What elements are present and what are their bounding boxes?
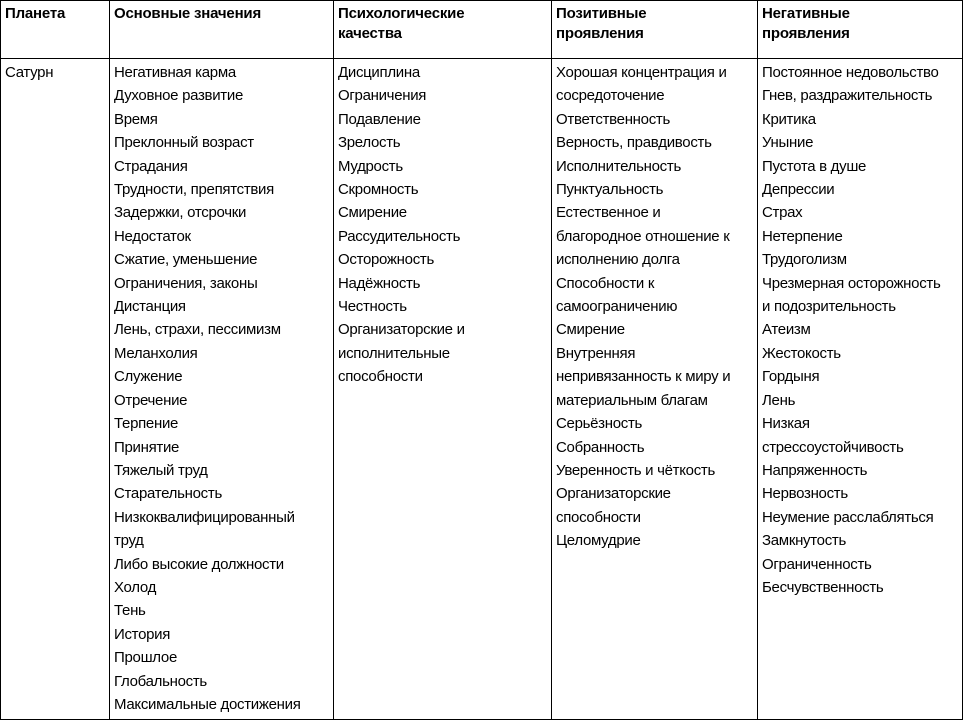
main-meanings-cell <box>114 61 301 716</box>
list-item: Чрезмерная осторожность и подозрительность <box>762 274 941 316</box>
list-item: Честность <box>338 298 407 316</box>
list-item: Постоянное недовольство <box>762 64 939 81</box>
list-item: Смирение <box>338 204 407 222</box>
list-item: Смирение <box>556 321 625 339</box>
list-item: Уверенность и чёткость <box>556 461 716 479</box>
planet-name: Сатурн <box>5 64 54 81</box>
list-item: Меланхолия <box>114 344 198 362</box>
list-item: Подавление <box>338 110 421 128</box>
list-item: Ограничения, законы <box>114 274 258 292</box>
list-item: Серьёзность <box>556 415 643 433</box>
list-item: Скромность <box>338 181 419 199</box>
list-item: Надёжность <box>338 274 421 292</box>
list-item: Дистанция <box>114 298 186 316</box>
list-item: Верность, правдивость <box>556 134 712 152</box>
list-item: Нетерпение <box>762 227 843 245</box>
column-divider <box>757 1 758 719</box>
list-item: Критика <box>762 110 816 128</box>
list-item: Отречение <box>114 391 188 409</box>
list-item: Бесчувственность <box>762 578 884 596</box>
list-item: Тяжелый труд <box>114 461 208 479</box>
header-main-meanings: Основные значения <box>114 5 262 22</box>
planet-cell <box>5 61 53 84</box>
list-item: Служение <box>114 368 183 386</box>
list-item: Тень <box>114 602 146 620</box>
header-divider <box>1 58 962 59</box>
psych-qualities-cell <box>338 61 465 389</box>
list-item: Лень <box>762 391 796 409</box>
list-item: Собранность <box>556 438 645 456</box>
list-item: Максимальные достижения <box>114 695 301 713</box>
list-item: Замкнутость <box>762 532 846 550</box>
list-item: Пунктуальность <box>556 181 664 199</box>
header-positive: Позитивные проявления <box>556 5 647 42</box>
list-item: Недостаток <box>114 227 191 245</box>
list-item: Негативная карма <box>114 64 236 81</box>
list-item: Зрелость <box>338 134 401 152</box>
list-item: Ограничения <box>338 87 427 105</box>
list-item: Пустота в душе <box>762 157 867 175</box>
list-item: Низкая стрессоустойчивость <box>762 415 904 456</box>
list-item: Задержки, отсрочки <box>114 204 247 222</box>
list-item: Лень, страхи, пессимизм <box>114 321 281 339</box>
list-item: Неумение расслабляться <box>762 508 934 526</box>
list-item: Осторожность <box>338 251 434 269</box>
list-item: Низкоквалифицированный труд <box>114 508 295 550</box>
list-item: Депрессии <box>762 181 835 199</box>
list-item: Преклонный возраст <box>114 134 254 152</box>
list-item: Старательность <box>114 485 222 503</box>
list-item: Мудрость <box>338 157 403 175</box>
list-item: Внутренняя непривязанность к миру и материальным благам <box>556 344 731 409</box>
list-item: Исполнительность <box>556 157 681 175</box>
header-planet: Планета <box>5 5 66 22</box>
list-item: Способности к самоограничению <box>556 274 678 316</box>
list-item: Атеизм <box>762 321 811 339</box>
list-item: Духовное развитие <box>114 87 243 105</box>
list-item: История <box>114 625 171 643</box>
list-item: Глобальность <box>114 672 207 690</box>
list-item: Гордыня <box>762 368 820 386</box>
column-divider <box>333 1 334 719</box>
list-item: Либо высокие должности <box>114 555 284 573</box>
header-psych-qualities: Психологические качества <box>338 5 465 42</box>
list-item: Время <box>114 110 158 128</box>
list-item: Трудности, препятствия <box>114 181 274 199</box>
column-divider <box>551 1 552 719</box>
list-item: Хорошая концентрация и сосредоточение <box>556 64 727 105</box>
list-item: Холод <box>114 578 157 596</box>
header-negative: Негативные проявления <box>762 5 850 42</box>
column-divider <box>109 1 110 719</box>
list-item: Рассудительность <box>338 227 461 245</box>
list-item: Трудоголизм <box>762 251 847 269</box>
list-item: Организаторские и исполнительные способности <box>338 321 465 386</box>
list-item: Целомудрие <box>556 532 641 550</box>
positive-cell <box>556 61 730 553</box>
list-item: Дисциплина <box>338 64 420 81</box>
list-item: Страдания <box>114 157 188 175</box>
list-item: Прошлое <box>114 649 178 667</box>
list-item: Гнев, раздражительность <box>762 87 933 105</box>
list-item: Страх <box>762 204 803 222</box>
list-item: Жестокость <box>762 344 841 362</box>
negative-cell <box>762 61 941 599</box>
list-item: Нервозность <box>762 485 848 503</box>
list-item: Ответственность <box>556 110 670 128</box>
list-item: Принятие <box>114 438 180 456</box>
list-item: Напряженность <box>762 461 868 479</box>
list-item: Сжатие, уменьшение <box>114 251 258 269</box>
list-item: Терпение <box>114 415 179 433</box>
list-item: Ограниченность <box>762 555 872 573</box>
list-item: Уныние <box>762 134 814 152</box>
list-item: Естественное и благородное отношение к исполнению долга <box>556 204 730 269</box>
list-item: Организаторские способности <box>556 485 671 526</box>
